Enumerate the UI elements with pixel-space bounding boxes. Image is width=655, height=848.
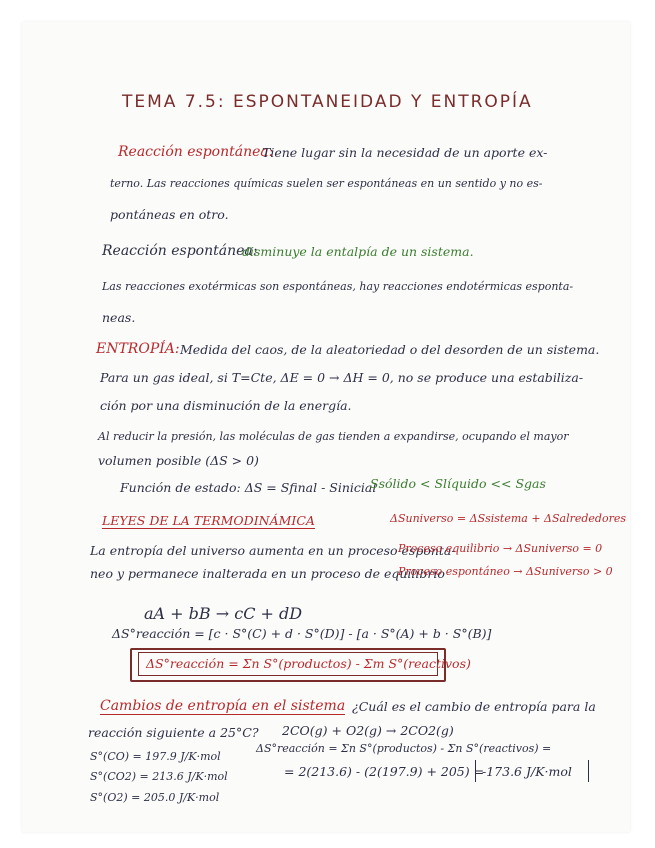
ejemplo-calc: = 2(213.6) - (2(197.9) + 205) = [284,764,485,779]
ejemplo-heading: Cambios de entropía en el sistema [100,698,346,714]
proceso-espontaneo: Proceso espontáneo → ΔSuniverso > 0 [398,565,613,578]
exotermica-label: Reacción espontánea: [102,243,258,259]
ejemplo-reaction: 2CO(g) + O2(g) → 2CO2(g) [282,723,454,738]
entropia-line-4: Al reducir la presión, las moléculas de gas tienden a expandirse, ocupando el mayor [98,430,569,443]
s-o2: S°(O2) = 205.0 J/K·mol [90,791,220,804]
leyes-line-2: neo y permanece inalterada en un proceso de equilibrio [90,566,445,581]
s-co: S°(CO) = 197.9 J/K·mol [90,750,221,763]
general-reaction: aA + bB → cC + dD [144,604,303,623]
delta-s-equation: ΔS°reacción = [c · S°(C) + d · S°(D)] - [a · S°(A) + b · S°(B)] [112,626,492,641]
espontanea-line-2: terno. Las reacciones químicas suelen ser espontáneas en un sentido y no es- [110,177,543,190]
proceso-equilibrio: Proceso equilibrio → ΔSuniverso = 0 [398,542,603,555]
entropy-order: Ssólido < Slíquido << Sgas [370,476,546,491]
espontanea-line-3: pontáneas en otro. [110,207,229,222]
ejemplo-formula: ΔS°reacción = Σn S°(productos) - Σn S°(reactivos) = [256,742,552,755]
espontanea-label: Reacción espontánea: [118,144,274,160]
entropia-line-3: ción por una disminución de la energía. [100,398,352,413]
page-title: TEMA 7.5: ESPONTANEIDAD Y ENTROPÍA [122,92,533,112]
ejemplo-question: ¿Cuál es el cambio de entropía para la [352,699,596,714]
ejemplo-result: -173.6 J/K·mol [482,764,572,779]
leyes-heading: LEYES DE LA TERMODINÁMICA [102,513,315,528]
entropia-line-1: Medida del caos, de la aleatoriedad o del desorden de un sistema. [180,342,600,357]
exotermica-line-2: neas. [102,310,136,325]
funcion-estado: Función de estado: ΔS = Sfinal - Sinicial [120,480,377,495]
leyes-line-1: La entropía del universo aumenta en un proceso esponta- [90,543,456,558]
exotermica-line-1: Las reacciones exotérmicas son espontáneas, hay reacciones endotérmicas esponta- [102,280,574,293]
espontanea-line-1: Tiene lugar sin la necesidad de un aporte ex- [262,145,548,160]
entropia-line-5: volumen posible (ΔS > 0) [98,453,259,468]
boxed-formula: ΔS°reacción = Σn S°(productos) - Σm S°(reactivos) [146,656,471,671]
universo-equation: ΔSuniverso = ΔSsistema + ΔSalrededores [390,512,626,525]
exotermica-text: disminuye la entalpía de un sistema. [242,244,474,259]
entropia-label: ENTROPÍA: [96,341,180,357]
ejemplo-line-2: reacción siguiente a 25°C? [88,725,259,740]
entropia-line-2: Para un gas ideal, si T=Cte, ΔE = 0 → ΔH = 0, no se produce una estabiliza- [100,370,584,385]
s-co2: S°(CO2) = 213.6 J/K·mol [90,770,228,783]
